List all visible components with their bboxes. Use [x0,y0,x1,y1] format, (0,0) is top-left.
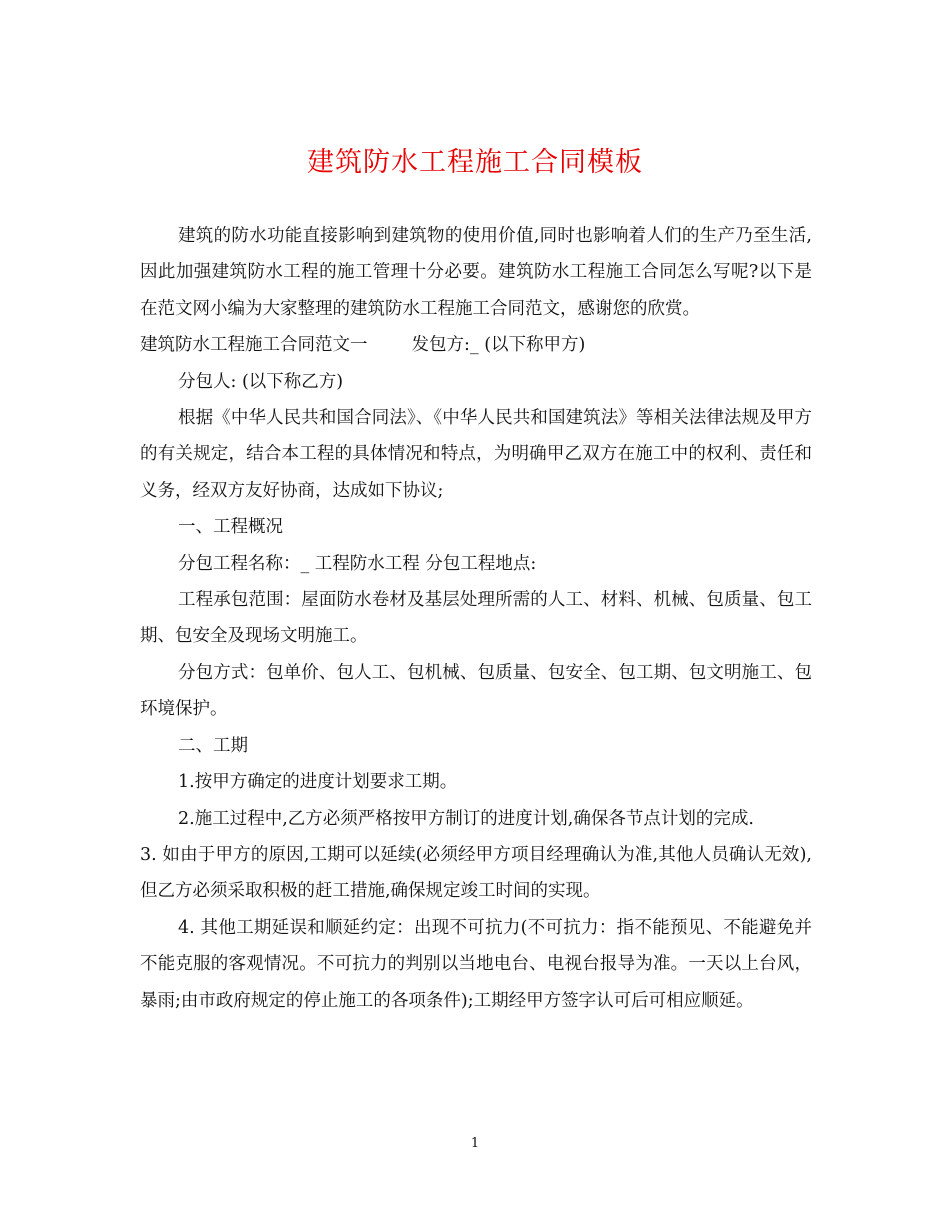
schedule-item-3: 3. 如由于甲方的原因,工期可以延续(必须经甲方项目经理确认为准,其他人员确认无效),但乙方必须采取积极的赶工措施,确保规定竣工时间的实现。 [140,844,812,902]
intro-paragraph: 建筑的防水功能直接影响到建筑物的使用价值,同时也影响着人们的生产乃至生活,因此加强建筑防水工程的施工管理十分必要。建筑防水工程施工合同怎么写呢?以下是在范文网小编为大家整理的建筑防水工程施工合同范文，感谢您的欣赏。 [140,226,812,319]
schedule-item-4: 4. 其他工期延误和顺延约定：出现不可抗力(不可抗力：指不能预见、不能避免并不能克服的客观情况。不可抗力的判别以当地电台、电视台报导为准。一天以上台风，暴雨;由市政府规定的停止施工的各项条件);工期经甲方签字认可后可相应顺延。 [140,917,812,1011]
method-paragraph: 分包方式：包单价、包人工、包机械、包质量、包安全、包工期、包文明施工、包环境保护。 [140,662,812,720]
party-b: 分包人: (以下称乙方) [178,371,344,392]
section-heading-overview: 一、工程概况 [178,517,283,538]
preamble-paragraph: 根据《中华人民共和国合同法》、《中华人民共和国建筑法》等相关法律法规及甲方的有关规定，结合本工程的具体情况和特点，为明确甲乙双方在施工中的权利、责任和义务，经双方友好协商，达成如下协议; [140,408,812,501]
party-a: 发包方:_ (以下称甲方) [411,335,586,356]
scope-paragraph: 工程承包范围：屋面防水卷材及基层处理所需的人工、材料、机械、包质量、包工期、包安全及现场文明施工。 [140,590,812,647]
sample-heading-line [140,327,812,363]
schedule-item-2: 2.施工过程中,乙方必须严格按甲方制订的进度计划,确保各节点计划的完成. [178,808,754,829]
document-title: 建筑防水工程施工合同模板 [307,147,643,178]
section-heading-schedule: 二、工期 [178,735,248,756]
schedule-item-1: 1.按甲方确定的进度计划要求工期。 [178,772,458,793]
page-number: 1 [470,1136,480,1151]
sample-heading: 建筑防水工程施工合同范文一 [140,335,368,356]
project-name-line: 分包工程名称：_ 工程防水工程 分包工程地点: [178,553,537,574]
document-body [140,218,812,1019]
